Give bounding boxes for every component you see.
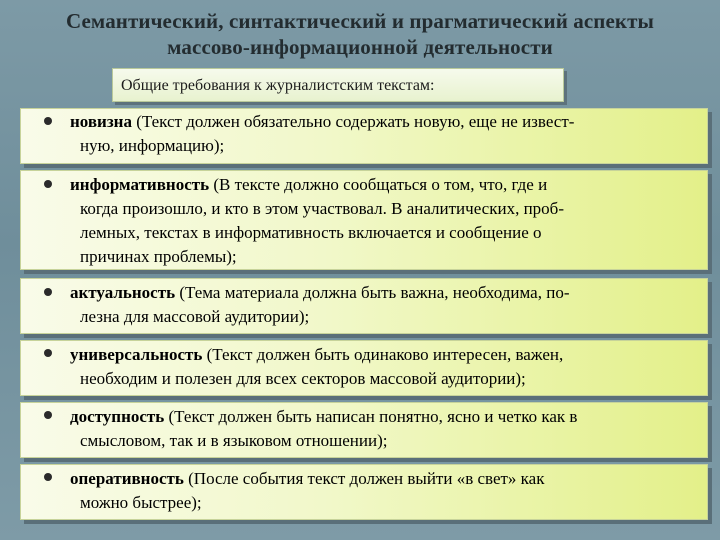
item-desc-cont: лемных, текстах в информативность включается и сообщение о [80, 223, 542, 242]
list-item-text [70, 405, 706, 453]
item-desc: (Текст должен быть написан понятно, ясно и четко как в [164, 407, 578, 426]
item-term: новизна [70, 112, 132, 131]
bullet-icon [44, 288, 52, 296]
bullet-icon [44, 180, 52, 188]
page-title [10, 8, 710, 60]
item-term: доступность [70, 407, 165, 426]
bullet-icon [44, 411, 52, 419]
section-subtitle: Общие требования к журналистским текстам: [112, 68, 564, 102]
list-item-text [70, 467, 706, 515]
item-desc-cont: лезна для массовой аудитории); [80, 307, 310, 326]
list-item-text [70, 173, 706, 269]
bullet-icon [44, 473, 52, 481]
item-desc: (После события текст должен выйти «в свет» как [183, 469, 545, 488]
item-desc: (Текст должен обязательно содержать новую, еще не извест- [131, 112, 575, 131]
item-desc-cont: причинах проблемы); [80, 247, 237, 266]
title-line-2: массово-информационной деятельности [167, 35, 553, 59]
item-desc: (В тексте должно сообщаться о том, что, где и [209, 175, 548, 194]
item-desc-cont: когда произошло, и кто в этом участвовал. В аналитических, проб- [80, 199, 564, 218]
title-line-1: Семантический, синтактический и прагматический аспекты [65, 9, 655, 33]
bullet-icon [44, 117, 52, 125]
item-desc: (Текст должен быть одинаково интересен, важен, [202, 345, 564, 364]
list-item-text [70, 343, 706, 391]
item-term: универсальность [70, 345, 203, 364]
list-item-text [70, 281, 706, 329]
item-desc-cont: можно быстрее); [80, 493, 202, 512]
item-desc-cont: ную, информацию); [80, 136, 225, 155]
item-desc-cont: необходим и полезен для всех секторов массовой аудитории); [80, 369, 526, 388]
item-term: информативность [70, 175, 210, 194]
bullet-icon [44, 349, 52, 357]
item-term: оперативность [70, 469, 184, 488]
list-item-text [70, 110, 706, 158]
item-term: актуальность [70, 283, 176, 302]
item-desc-cont: смысловом, так и в языковом отношении); [80, 431, 388, 450]
item-desc: (Тема материала должна быть важна, необходима, по- [175, 283, 570, 302]
